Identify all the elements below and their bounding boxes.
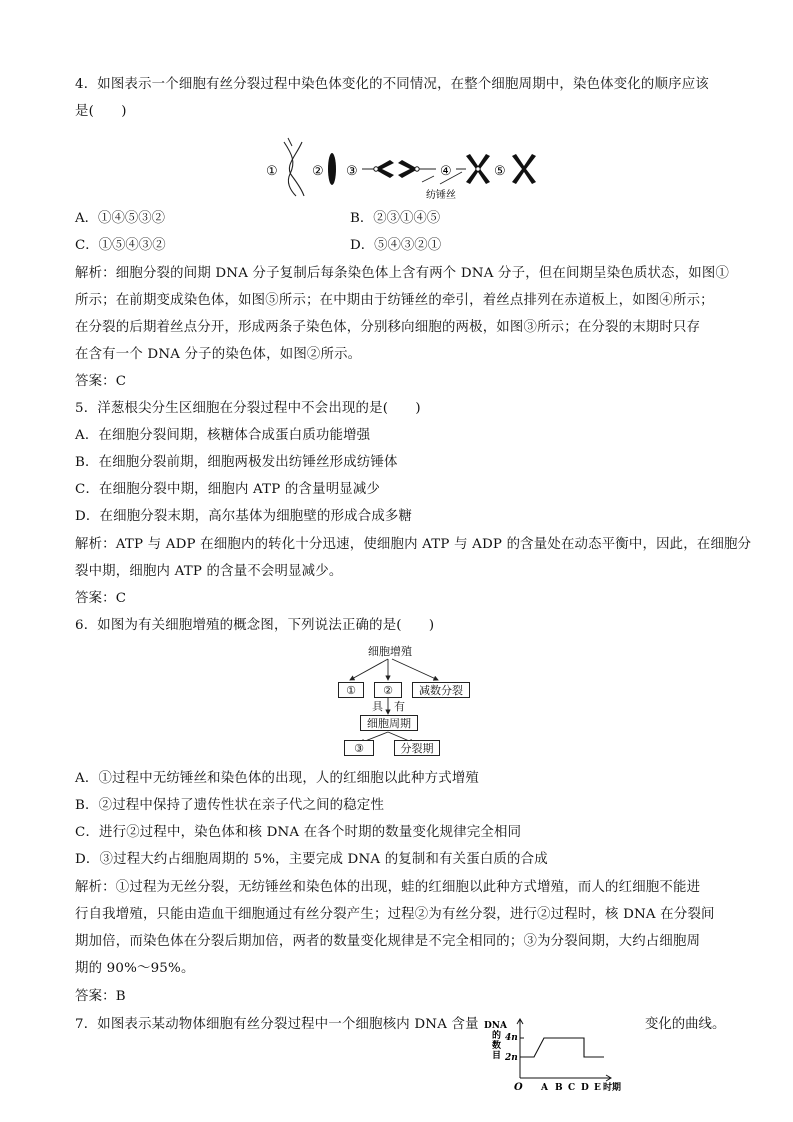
fig-label-3: ③ [346,164,358,179]
graph-y-tick-2n: 2n [505,1053,518,1063]
spindle-pointer-a [422,176,434,182]
graph-x-tick-c: C [568,1083,576,1093]
fig-label-2: ② [312,164,324,179]
graph-y-title-4: 目 [492,1051,502,1061]
q6-stem: 6．如图为有关细胞增殖的概念图，下列说法正确的是( ) [75,618,435,633]
q5-option-d: D．在细胞分裂末期，高尔基体为细胞壁的形成合成多糖 [75,509,413,524]
fig-label-1: ① [266,164,278,179]
q6-analysis-1: 解析：①过程为无丝分裂，无纺锤丝和染色体的出现，蛙的红细胞以此种方式增殖，而人的红细胞不能进 [75,880,701,895]
dna-content-graph [482,1016,632,1096]
q4-stem-line-2: 是( ) [75,104,127,119]
graph-x-tick-b: B [555,1083,563,1093]
graph-y-title-1: DNA [484,1021,508,1031]
q4-option-a: A．①④⑤③② [75,211,166,226]
arrow-to-1 [350,659,388,680]
graph-y-tick-4n: 4n [505,1033,518,1043]
q6-analysis-3: 期加倍，而染色体在分裂后期加倍，两者的数量变化规律是不完全相同的；③为分裂间期，大约占细胞周 [75,934,701,949]
q5-analysis-1: 解析：ATP 与 ADP 在细胞内的转化十分迅速，使细胞内 ATP 与 ADP 的含量处在动态平衡中，因此，在细胞分 [75,537,752,552]
graph-y-title-3: 数 [492,1041,502,1051]
diagram-box-1: ① [338,682,364,698]
q7-stem-left: 7．如图表示某动物体细胞有丝分裂过程中一个细胞核内 DNA 含量 [75,1017,479,1032]
q5-analysis-2: 裂中期，细胞内 ATP 的含量不会明显减少。 [75,564,343,579]
spindle-label: 纺锤丝 [426,190,456,201]
q6-option-a: A．①过程中无纺锤丝和染色体的出现，人的红细胞以此种方式增殖 [75,771,479,786]
diagram-root-label: 细胞增殖 [368,645,412,658]
diagram-box-meiosis: 减数分裂 [412,682,470,698]
centromere-right [415,167,419,171]
graph-x-tick-d: D [581,1083,589,1093]
q4-analysis-4: 在含有一个 DNA 分子的染色体，如图②所示。 [75,347,362,362]
q5-stem: 5．洋葱根尖分生区细胞在分裂过程中不会出现的是( ) [75,401,421,416]
arrow-to-meiosis [392,659,438,680]
centromere-left [374,167,378,171]
q4-stem-line-1: 4．如图表示一个细胞有丝分裂过程中染色体变化的不同情况，在整个细胞周期中，染色体变化的顺序应该 [75,77,709,92]
graph-x-tick-a: A [541,1083,548,1093]
graph-origin: O [514,1082,523,1093]
cell-proliferation-diagram [330,645,480,760]
graph-x-title: 时期 [603,1083,622,1093]
diagram-box-phase: 分裂期 [394,740,440,756]
q5-answer: 答案：C [75,591,127,606]
chromosome-figure-svg [262,132,562,202]
fig-label-5: ⑤ [494,164,506,179]
diagram-box-3: ③ [344,740,374,756]
q4-analysis-1: 解析：细胞分裂的间期 DNA 分子复制后每条染色体上含有两个 DNA 分子，但在间期呈染色质状态，如图① [75,266,730,281]
chromosome-figure [262,132,562,202]
q5-option-b: B．在细胞分裂前期，细胞两极发出纺锤丝形成纺锤体 [75,455,398,470]
graph-dna-curve [520,1038,604,1057]
chromatin-thread-a [284,142,296,196]
q6-option-c: C．进行②过程中，染色体和核 DNA 在各个时期的数量变化规律完全相同 [75,825,522,840]
chromatin-thread-c [288,138,292,146]
q4-option-d: D．⑤④③②① [350,238,442,253]
centromere-4 [476,167,480,171]
diagram-label-ju: 具 [372,700,383,713]
q6-answer: 答案：B [75,989,126,1004]
q6-analysis-4: 期的 90%～95%。 [75,961,195,976]
diagram-box-cycle: 细胞周期 [360,715,418,731]
q5-option-a: A．在细胞分裂间期，核糖体合成蛋白质功能增强 [75,428,371,443]
diagram-label-you: 有 [394,700,405,713]
q4-option-b: B．②③①④⑤ [350,211,441,226]
q4-option-c: C．①⑤④③② [75,238,166,253]
graph-x-tick-e: E [594,1083,601,1093]
single-chromosome [328,153,336,185]
fig-label-4: ④ [440,164,452,179]
q6-option-b: B．②过程中保持了遗传性状在亲子代之间的稳定性 [75,798,385,813]
prophase-chromosome [512,154,536,184]
q4-answer: 答案：C [75,374,127,389]
diagram-box-2: ② [374,682,402,698]
q7-stem-right: 变化的曲线。 [645,1017,726,1032]
q4-analysis-3: 在分裂的后期着丝点分开，形成两条子染色体，分别移向细胞的两极，如图③所示；在分裂的末期时只存 [75,320,701,335]
q6-option-d: D．③过程大约占细胞周期的 5%，主要完成 DNA 的复制和有关蛋白质的合成 [75,852,548,867]
graph-y-title-2: 的 [492,1031,502,1041]
dna-graph-svg [482,1016,632,1096]
q4-analysis-2: 所示；在前期变成染色体，如图⑤所示；在中期由于纺锤丝的牵引，着丝点排列在赤道板上，如图④所示； [75,293,714,308]
q6-analysis-2: 行自我增殖，只能由造血干细胞通过有丝分裂产生；过程②为有丝分裂，进行②过程时，核 DNA 在分裂间 [75,907,715,922]
q5-option-c: C．在细胞分裂中期，细胞内 ATP 的含量明显减少 [75,482,381,497]
